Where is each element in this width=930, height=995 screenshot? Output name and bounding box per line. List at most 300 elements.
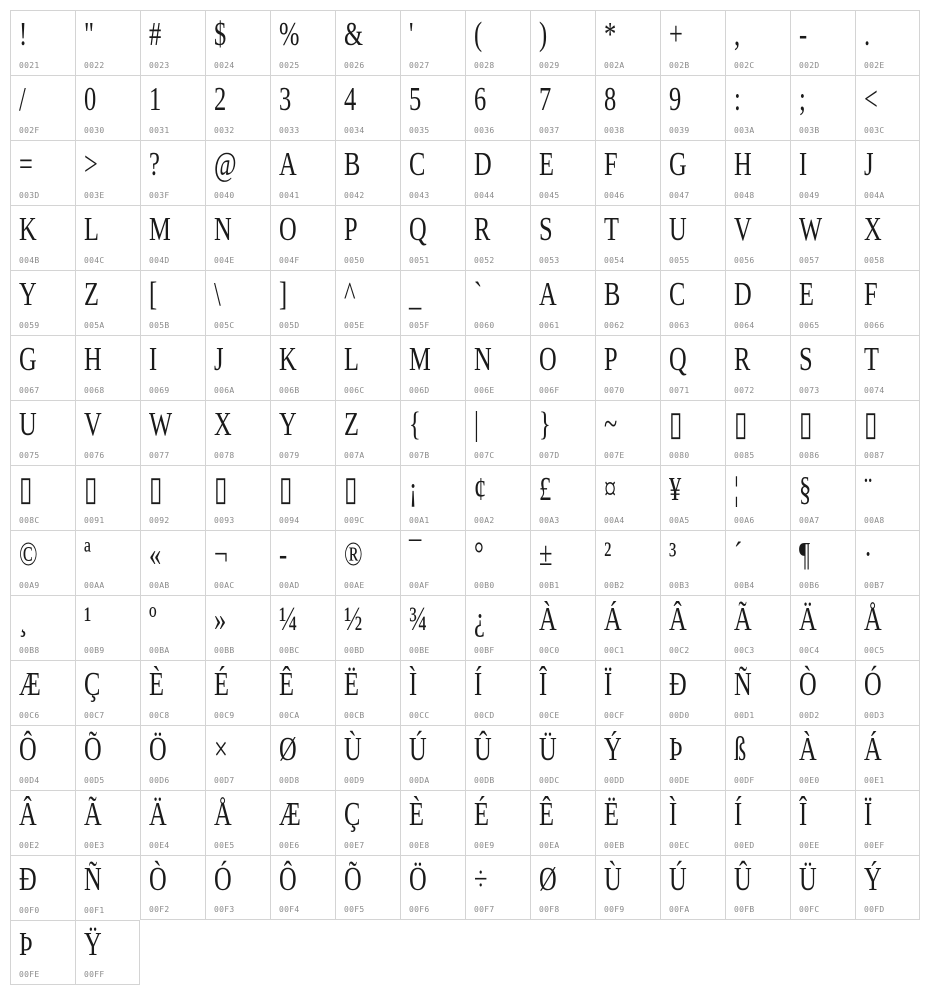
glyph-code-label: 0038: [604, 126, 625, 135]
glyph-code-label: 00DF: [734, 776, 755, 785]
glyph-code-label: 00C6: [19, 711, 40, 720]
glyph-code-label: 0047: [669, 191, 690, 200]
glyph-cell: [335, 855, 400, 920]
glyph-code-label: 002C: [734, 61, 755, 70]
glyph-char: ▯: [84, 471, 98, 508]
glyph-char: -: [279, 536, 288, 573]
glyph-cell: [465, 10, 530, 75]
glyph-code-label: 0044: [474, 191, 495, 200]
glyph-char: È: [409, 796, 424, 833]
glyph-char: ×: [214, 731, 228, 768]
glyph-code-label: 0049: [799, 191, 820, 200]
glyph-char: J: [214, 341, 224, 378]
glyph-cell: [790, 270, 855, 335]
glyph-char: ▯: [19, 471, 33, 508]
glyph-char: !: [19, 16, 28, 53]
glyph-cell: [270, 75, 335, 140]
glyph-char: ©: [19, 536, 38, 573]
glyph-char: ': [409, 16, 414, 53]
glyph-char: B: [604, 276, 621, 313]
glyph-code-label: 00C4: [799, 646, 820, 655]
glyph-char: ^: [344, 276, 356, 313]
glyph-code-label: 0051: [409, 256, 430, 265]
glyph-code-label: 00AB: [149, 581, 170, 590]
glyph-char: ▯: [734, 406, 748, 443]
glyph-char: ▯: [279, 471, 293, 508]
glyph-char: Ô: [279, 861, 297, 898]
glyph-code-label: 0045: [539, 191, 560, 200]
glyph-cell: [10, 10, 75, 75]
glyph-char: D: [734, 276, 752, 313]
glyph-code-label: 00F1: [84, 906, 105, 915]
glyph-code-label: 0032: [214, 126, 235, 135]
glyph-cell: [530, 855, 595, 920]
glyph-cell: [790, 75, 855, 140]
glyph-code-label: 0068: [84, 386, 105, 395]
glyph-char: S: [799, 341, 813, 378]
glyph-code-label: 00B4: [734, 581, 755, 590]
glyph-cell: [205, 530, 270, 595]
glyph-char: A: [279, 146, 297, 183]
glyph-cell: [205, 725, 270, 790]
glyph-cell: [140, 790, 205, 855]
glyph-code-label: 00AA: [84, 581, 105, 590]
glyph-cell: [75, 270, 140, 335]
glyph-cell: [530, 530, 595, 595]
glyph-cell: [660, 400, 725, 465]
glyph-code-label: 0071: [669, 386, 690, 395]
glyph-code-label: 00D6: [149, 776, 170, 785]
glyph-cell: [595, 595, 660, 660]
glyph-cell: [790, 660, 855, 725]
glyph-code-label: 004F: [279, 256, 300, 265]
glyph-code-label: 0075: [19, 451, 40, 460]
glyph-char: W: [149, 406, 173, 443]
glyph-cell: [10, 270, 75, 335]
glyph-cell: [75, 660, 140, 725]
glyph-cell: [140, 75, 205, 140]
glyph-code-label: 00CE: [539, 711, 560, 720]
glyph-char: *: [604, 16, 617, 53]
glyph-char: Z: [84, 276, 99, 313]
glyph-cell: [335, 335, 400, 400]
glyph-cell: [205, 660, 270, 725]
glyph-char: K: [279, 341, 297, 378]
glyph-char: R: [474, 211, 491, 248]
glyph-char: ÷: [474, 861, 488, 898]
glyph-char: Â: [19, 796, 37, 833]
glyph-char: Ç: [84, 666, 101, 703]
glyph-cell: [465, 465, 530, 530]
glyph-char: F: [864, 276, 878, 313]
glyph-cell: [335, 595, 400, 660]
glyph-cell: [465, 270, 530, 335]
glyph-char: 1: [149, 81, 162, 118]
glyph-char: Å: [214, 796, 232, 833]
glyph-char: S: [539, 211, 553, 248]
glyph-code-label: 0022: [84, 61, 105, 70]
glyph-code-label: 00AD: [279, 581, 300, 590]
glyph-char: Û: [474, 731, 492, 768]
glyph-char: Ý: [604, 731, 622, 768]
glyph-code-label: 007C: [474, 451, 495, 460]
glyph-code-label: 00A7: [799, 516, 820, 525]
glyph-cell: [10, 530, 75, 595]
glyph-code-label: 00BF: [474, 646, 495, 655]
glyph-char: Ï: [864, 796, 873, 833]
glyph-char: ?: [149, 146, 160, 183]
glyph-cell: [725, 465, 790, 530]
glyph-cell: [530, 205, 595, 270]
glyph-code-label: 00BA: [149, 646, 170, 655]
glyph-code-label: 00EF: [864, 841, 885, 850]
glyph-char: /: [19, 81, 26, 118]
glyph-cell: [530, 270, 595, 335]
glyph-char: Õ: [344, 861, 362, 898]
glyph-char: F: [604, 146, 618, 183]
glyph-char: Û: [734, 861, 752, 898]
glyph-char: Q: [669, 341, 687, 378]
glyph-code-label: 00B8: [19, 646, 40, 655]
glyph-code-label: 00EA: [539, 841, 560, 850]
glyph-cell: [595, 725, 660, 790]
glyph-cell: [465, 595, 530, 660]
glyph-char: Î: [799, 796, 808, 833]
glyph-code-label: 0058: [864, 256, 885, 265]
glyph-cell: [335, 400, 400, 465]
glyph-char: U: [19, 406, 37, 443]
glyph-char: Õ: [84, 731, 102, 768]
glyph-cell: [140, 400, 205, 465]
glyph-code-label: 0042: [344, 191, 365, 200]
glyph-cell: [205, 270, 270, 335]
glyph-char: Ï: [604, 666, 613, 703]
glyph-cell: [725, 660, 790, 725]
glyph-cell: [660, 205, 725, 270]
glyph-char: ¬: [214, 536, 228, 573]
glyph-code-label: 002D: [799, 61, 820, 70]
glyph-code-label: 00BD: [344, 646, 365, 655]
glyph-code-label: 00B6: [799, 581, 820, 590]
glyph-char: G: [669, 146, 687, 183]
glyph-char: ½: [344, 601, 363, 638]
glyph-char: ▯: [214, 471, 228, 508]
glyph-code-label: 0025: [279, 61, 300, 70]
glyph-char: ¡: [409, 471, 418, 508]
glyph-cell: [335, 205, 400, 270]
glyph-code-label: 006B: [279, 386, 300, 395]
glyph-char: #: [149, 16, 162, 53]
glyph-code-label: 00B2: [604, 581, 625, 590]
glyph-cell: [725, 10, 790, 75]
glyph-char: Å: [864, 601, 882, 638]
glyph-cell: [855, 465, 920, 530]
glyph-cell: [75, 205, 140, 270]
glyph-code-label: 00DD: [604, 776, 625, 785]
glyph-char: Ú: [409, 731, 427, 768]
glyph-code-label: 0034: [344, 126, 365, 135]
glyph-char: Ð: [19, 861, 37, 898]
glyph-char: 2: [214, 81, 227, 118]
glyph-char: ,: [734, 16, 741, 53]
glyph-char: Ñ: [84, 861, 102, 898]
glyph-code-label: 0078: [214, 451, 235, 460]
glyph-code-label: 0074: [864, 386, 885, 395]
glyph-cell: [595, 75, 660, 140]
glyph-code-label: 0069: [149, 386, 170, 395]
glyph-char: .: [864, 16, 871, 53]
glyph-code-label: 00FC: [799, 905, 820, 914]
glyph-char: ▯: [799, 406, 813, 443]
glyph-cell: [855, 725, 920, 790]
glyph-code-label: 0079: [279, 451, 300, 460]
glyph-cell: [400, 530, 465, 595]
glyph-code-label: 00F2: [149, 905, 170, 914]
glyph-char: ¦: [734, 471, 739, 508]
glyph-char: Þ: [19, 926, 33, 963]
glyph-cell: [855, 790, 920, 855]
glyph-code-label: 00DC: [539, 776, 560, 785]
glyph-char: À: [799, 731, 817, 768]
glyph-code-label: 00CA: [279, 711, 300, 720]
glyph-code-label: 00CB: [344, 711, 365, 720]
glyph-cell: [75, 920, 140, 985]
glyph-cell: [855, 10, 920, 75]
glyph-code-label: 0056: [734, 256, 755, 265]
glyph-char: ]: [279, 276, 288, 313]
glyph-code-label: 003B: [799, 126, 820, 135]
glyph-code-label: 004A: [864, 191, 885, 200]
glyph-char: ¼: [279, 601, 298, 638]
glyph-char: }: [539, 406, 551, 443]
glyph-cell: [790, 530, 855, 595]
glyph-char: V: [734, 211, 752, 248]
glyph-char: 9: [669, 81, 682, 118]
glyph-code-label: 00EE: [799, 841, 820, 850]
glyph-code-label: 004C: [84, 256, 105, 265]
glyph-cell: [335, 725, 400, 790]
glyph-code-label: 0076: [84, 451, 105, 460]
glyph-cell: [205, 140, 270, 205]
glyph-code-label: 00E8: [409, 841, 430, 850]
glyph-code-label: 005A: [84, 321, 105, 330]
glyph-char: ▯: [669, 406, 683, 443]
glyph-code-label: 0033: [279, 126, 300, 135]
glyph-char: K: [19, 211, 37, 248]
glyph-code-label: 0073: [799, 386, 820, 395]
glyph-code-label: 0023: [149, 61, 170, 70]
glyph-cell: [205, 465, 270, 530]
glyph-char: ~: [604, 406, 618, 443]
glyph-cell: [400, 75, 465, 140]
glyph-cell: [140, 725, 205, 790]
glyph-code-label: 00D7: [214, 776, 235, 785]
glyph-code-label: 005B: [149, 321, 170, 330]
glyph-code-label: 005D: [279, 321, 300, 330]
glyph-cell: [725, 270, 790, 335]
glyph-cell: [595, 530, 660, 595]
glyph-char: W: [799, 211, 823, 248]
glyph-code-label: 0054: [604, 256, 625, 265]
glyph-code-label: 00C2: [669, 646, 690, 655]
glyph-cell: [75, 725, 140, 790]
glyph-cell: [75, 530, 140, 595]
glyph-cell: [205, 400, 270, 465]
glyph-char: Ã: [84, 796, 102, 833]
glyph-code-label: 00E0: [799, 776, 820, 785]
glyph-char: L: [344, 341, 359, 378]
glyph-cell: [205, 75, 270, 140]
glyph-code-label: 0080: [669, 451, 690, 460]
glyph-cell: [725, 530, 790, 595]
glyph-code-label: 00F4: [279, 905, 300, 914]
glyph-code-label: 00FB: [734, 905, 755, 914]
glyph-char: ▯: [149, 471, 163, 508]
glyph-code-label: 0066: [864, 321, 885, 330]
glyph-char: Y: [19, 276, 37, 313]
glyph-code-label: 0024: [214, 61, 235, 70]
glyph-code-label: 00B0: [474, 581, 495, 590]
glyph-code-label: 00C9: [214, 711, 235, 720]
glyph-code-label: 00A3: [539, 516, 560, 525]
glyph-code-label: 0035: [409, 126, 430, 135]
glyph-char: À: [539, 601, 557, 638]
glyph-cell: [790, 855, 855, 920]
glyph-cell: [855, 595, 920, 660]
glyph-char: P: [344, 211, 358, 248]
glyph-cell: [75, 335, 140, 400]
glyph-char: Æ: [279, 796, 301, 833]
glyph-code-label: 0064: [734, 321, 755, 330]
glyph-char: Ì: [669, 796, 678, 833]
glyph-char: Ô: [19, 731, 37, 768]
glyph-char: E: [539, 146, 554, 183]
glyph-char: ¶: [799, 536, 811, 573]
glyph-cell: [10, 335, 75, 400]
glyph-code-label: 00F9: [604, 905, 625, 914]
glyph-char: E: [799, 276, 814, 313]
glyph-char: U: [669, 211, 687, 248]
glyph-cell: [400, 10, 465, 75]
glyph-code-label: 00A1: [409, 516, 430, 525]
glyph-char: ): [539, 16, 548, 53]
glyph-cell: [660, 270, 725, 335]
glyph-char: _: [409, 276, 422, 313]
glyph-code-label: 005F: [409, 321, 430, 330]
glyph-cell: [10, 400, 75, 465]
glyph-char: Ó: [864, 666, 882, 703]
glyph-char: ±: [539, 536, 553, 573]
glyph-code-label: 0087: [864, 451, 885, 460]
glyph-cell: [10, 855, 75, 920]
glyph-code-label: 0067: [19, 386, 40, 395]
glyph-char: ®: [344, 536, 363, 573]
glyph-code-label: 00F7: [474, 905, 495, 914]
glyph-cell: [10, 595, 75, 660]
glyph-code-label: 00CD: [474, 711, 495, 720]
glyph-char: N: [214, 211, 232, 248]
glyph-code-label: 004B: [19, 256, 40, 265]
glyph-cell: [10, 660, 75, 725]
glyph-char: É: [474, 796, 489, 833]
glyph-char: Ü: [799, 861, 817, 898]
glyph-code-label: 00FE: [19, 970, 40, 979]
glyph-char: Ò: [799, 666, 817, 703]
glyph-cell: [400, 660, 465, 725]
glyph-cell: [660, 10, 725, 75]
glyph-char: 6: [474, 81, 487, 118]
glyph-code-label: 0021: [19, 61, 40, 70]
glyph-code-label: 0030: [84, 126, 105, 135]
glyph-cell: [465, 140, 530, 205]
glyph-code-label: 0053: [539, 256, 560, 265]
glyph-cell: [660, 530, 725, 595]
glyph-code-label: 003E: [84, 191, 105, 200]
glyph-char: ¤: [604, 471, 617, 508]
glyph-char: Z: [344, 406, 359, 443]
glyph-code-label: 0093: [214, 516, 235, 525]
glyph-cell: [855, 205, 920, 270]
glyph-code-label: 004E: [214, 256, 235, 265]
glyph-code-label: 00BC: [279, 646, 300, 655]
glyph-code-label: 00D4: [19, 776, 40, 785]
glyph-char: H: [734, 146, 752, 183]
glyph-code-label: 00A8: [864, 516, 885, 525]
glyph-code-label: 0061: [539, 321, 560, 330]
glyph-char: :: [734, 81, 741, 118]
glyph-cell: [270, 335, 335, 400]
glyph-cell: [790, 10, 855, 75]
glyph-code-label: 002B: [669, 61, 690, 70]
glyph-cell: [465, 855, 530, 920]
glyph-char: Ý: [864, 861, 882, 898]
glyph-cell: [75, 10, 140, 75]
glyph-cell: [140, 660, 205, 725]
glyph-cell: [270, 205, 335, 270]
glyph-cell: [140, 465, 205, 530]
glyph-cell: [855, 75, 920, 140]
glyph-code-label: 0027: [409, 61, 430, 70]
glyph-code-label: 003D: [19, 191, 40, 200]
glyph-code-label: 0050: [344, 256, 365, 265]
glyph-code-label: 00D8: [279, 776, 300, 785]
glyph-char: Ä: [799, 601, 817, 638]
glyph-code-label: 00FA: [669, 905, 690, 914]
glyph-char: 4: [344, 81, 357, 118]
glyph-char: ß: [734, 731, 747, 768]
glyph-cell: [400, 725, 465, 790]
glyph-cell: [595, 660, 660, 725]
glyph-cell: [270, 790, 335, 855]
glyph-cell: [595, 270, 660, 335]
glyph-code-label: 0040: [214, 191, 235, 200]
glyph-char: Ñ: [734, 666, 752, 703]
glyph-cell: [10, 725, 75, 790]
glyph-cell: [725, 790, 790, 855]
glyph-char: Î: [539, 666, 548, 703]
glyph-cell: [660, 660, 725, 725]
glyph-char: Ð: [669, 666, 687, 703]
glyph-char: |: [474, 406, 479, 443]
glyph-code-label: 0043: [409, 191, 430, 200]
glyph-char: ¹: [84, 601, 92, 638]
glyph-code-label: 00EB: [604, 841, 625, 850]
glyph-code-label: 00D1: [734, 711, 755, 720]
glyph-char: ▯: [344, 471, 358, 508]
glyph-char: £: [539, 471, 552, 508]
glyph-code-label: 00DB: [474, 776, 495, 785]
glyph-cell: [335, 140, 400, 205]
